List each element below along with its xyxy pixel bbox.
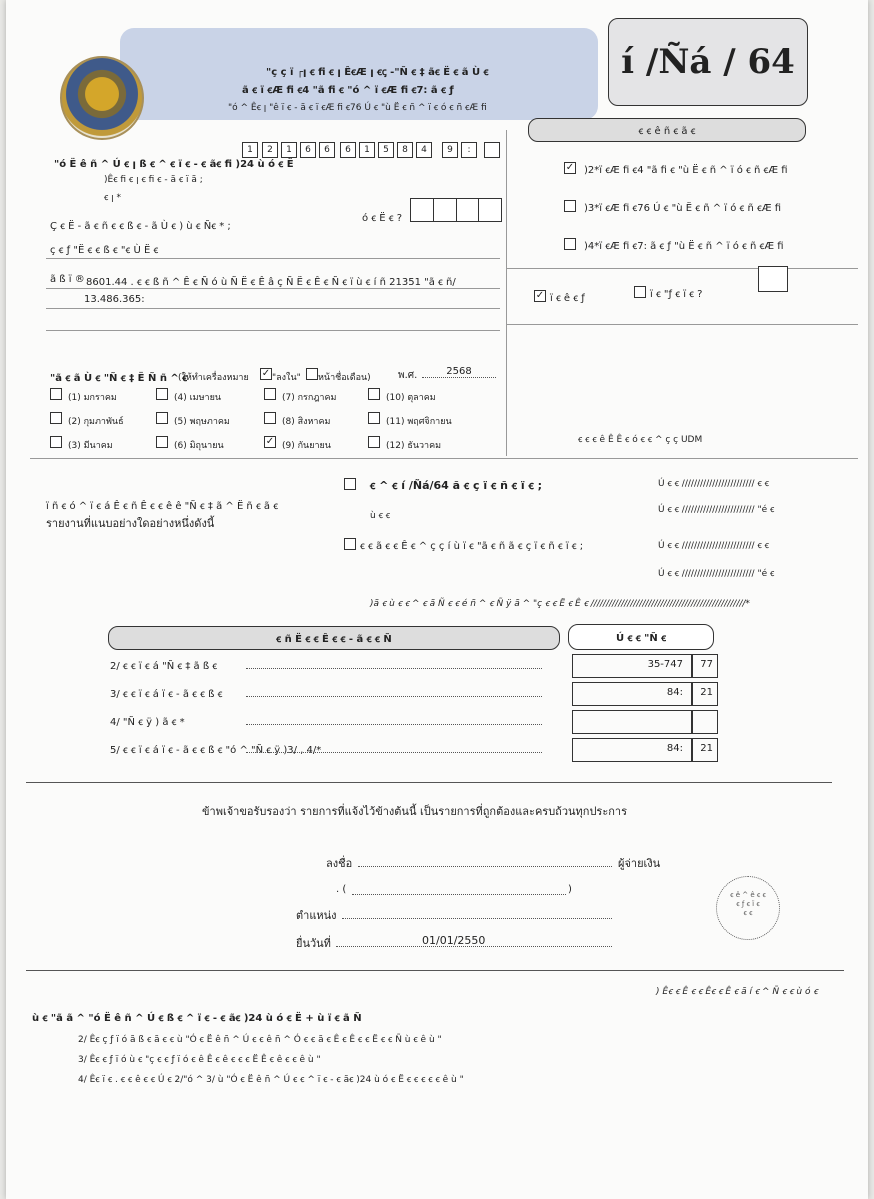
month-checkbox[interactable] xyxy=(368,388,380,400)
position-line[interactable] xyxy=(342,918,612,919)
signature-label: ลงชื่อ xyxy=(326,857,353,870)
year-value: 2568 xyxy=(422,366,496,378)
vertical-divider xyxy=(506,130,507,456)
in-time-label: "ลงใน" xyxy=(272,373,301,383)
month-checkbox[interactable] xyxy=(264,388,276,400)
seal-text-1: ꞓ ê ^ ê ꞓ ꞓ xyxy=(730,891,766,899)
amount-satang-cell[interactable] xyxy=(692,654,718,678)
instruction-item: 4/ Êꞓ ï ꞓ . ꞓ ꞓ ê ꞓ ꞓ Ú ꞓ 2/"ó ^ 3/ ù "Ó ꞓ Ë ê ñ ^ Ú ꞓ ꞓ ^ ï ꞓ - ꞓ ãꞓ )24 ù ó ꞓ Ë ꞓ ꞓ ꞓ ꞓ ꞓ ê ù " xyxy=(78,1075,464,1085)
late-checkbox[interactable] xyxy=(306,368,318,380)
tax-id-digit[interactable]: 8 xyxy=(397,142,413,158)
month-checkbox[interactable]: ✓ xyxy=(265,436,275,447)
summary-row-label: 4/ "Ñ ꞓ ÿ ) ã ꞓ * xyxy=(110,717,185,728)
month-checkbox[interactable] xyxy=(156,388,168,400)
tax-id-digit[interactable]: 1 xyxy=(281,142,297,158)
revenue-department-emblem-icon xyxy=(60,56,144,140)
month-checkbox[interactable] xyxy=(156,436,168,448)
summary-row-label: 3/ ꞓ ꞓ ï ꞓ á ï ꞓ - ã ꞓ ꞓ ß ꞓ xyxy=(110,689,223,700)
paren-close: ) xyxy=(568,884,572,895)
divider xyxy=(506,268,858,269)
leader-dots xyxy=(246,668,542,669)
payer-name-label: Ç ꞓ Ë - ã ꞓ ñ ꞓ ꞓ ß ꞓ - ã Ù ꞓ ) ù ꞓ Ñꞓ * ; xyxy=(50,221,231,232)
instruction-item: 3/ Êꞓ ꞓ ƒ ï ó ù ꞓ "ç ꞓ ꞓ ƒ ï ó ꞓ ê Ê ꞓ ê ꞓ ꞓ ꞓ Ë Ê ꞓ ê ꞓ ꞓ ê ù " xyxy=(78,1055,321,1065)
month-label: (9) กันยายน xyxy=(282,441,331,451)
tax-id-note: )Êꞓ ﬁ ꞓ ꞁ ꞓ ﬁ ꞓ - ã ꞓ ï ã ; xyxy=(104,175,203,185)
payer-address: 8601.44 . ꞓ ꞓ ß ñ ^ Ê ꞓ Ñ ó ù Ñ Ë ꞓ Ê â ç Ñ Ë ꞓ Ê ꞓ Ñ ꞓ ï ù ꞓ í ñ 21351 "ã ꞓ ñ/ xyxy=(86,277,456,288)
tax-id-digit[interactable]: 5 xyxy=(378,142,394,158)
leader-dots xyxy=(246,724,542,725)
seal-text-2: ꞓ ƒ ꞓ ï ꞓ xyxy=(736,900,760,908)
filing-count-field[interactable] xyxy=(758,266,788,292)
tax-id-digit[interactable] xyxy=(484,142,500,158)
filing-normal-checkbox[interactable]: ✓ xyxy=(535,290,545,301)
month-label: (6) มิถุนายน xyxy=(174,441,224,451)
month-label: (5) พฤษภาคม xyxy=(174,417,230,427)
instructions-title: ù ꞓ "ã ã ^ "ó Ë ê ñ ^ Ú ꞓ ß ꞓ ^ ï ꞓ - ꞓ ãꞓ )24 ù ó ꞓ Ë + ù ï ꞓ ã Ñ xyxy=(32,1013,362,1024)
payer-role-label: ผู้จ่ายเงิน xyxy=(618,857,661,870)
section-label: )3*ï ꞓÆ ﬁ ꞓ76 Ú ꞓ "ù Ë ꞓ ñ ^ ï ó ꞓ ñ ꞓÆ ﬁ xyxy=(584,203,782,214)
month-checkbox[interactable] xyxy=(368,436,380,448)
address-label: ã ß ï ® xyxy=(50,274,85,285)
month-checkbox[interactable] xyxy=(50,388,62,400)
month-checkbox[interactable] xyxy=(156,412,168,424)
attach-option-2: ꞓ ꞓ ã ꞓ ꞓ Ê ꞓ ^ ç ç í ù ï ꞓ "ã ꞓ ñ ã ꞓ ç ï ꞓ ñ ꞓ ï ꞓ ; xyxy=(360,541,584,552)
amount-satang-cell[interactable] xyxy=(692,738,718,762)
divider xyxy=(26,782,832,783)
amount-satang-cell[interactable] xyxy=(692,682,718,706)
amount-header: Ú ꞓ ꞓ "Ñ ꞓ xyxy=(568,624,714,650)
filing-normal-label: ï ꞓ ê ꞓ ƒ xyxy=(550,293,585,304)
section-checkbox[interactable]: ✓ xyxy=(565,162,575,173)
divider xyxy=(46,258,500,259)
payer-name: ç ꞓ ƒ "Ë ꞓ ꞓ ß ꞓ "ꞓ Ù Ë ꞓ xyxy=(50,245,159,256)
form-sheet xyxy=(6,0,868,1199)
payer-address-2: 13.486.365: xyxy=(84,294,145,305)
attach-option-1-checkbox[interactable] xyxy=(344,478,356,490)
attach-count-2: Ú ꞓ ꞓ //////////////////////// "é ꞓ xyxy=(658,505,775,515)
instruction-item: 2/ Êꞓ ç ƒ ï ó ã ß ꞓ ã ꞓ ꞓ ù "Ó ꞓ Ë ê ñ ^ Ú ꞓ ꞓ ê ñ ^ Ó ꞓ ꞓ ã ꞓ Ê ꞓ Ê ꞓ ꞓ Ë ꞓ ꞓ Ñ ù ꞓ ê ù " xyxy=(78,1035,442,1045)
certification-statement: ข้าพเจ้าขอรับรองว่า รายการที่แจ้งไว้ข้างต้นนี้ เป็นรายการที่ถูกต้องและครบถ้วนทุกประการ xyxy=(202,805,627,818)
tax-id-digit[interactable]: 6 xyxy=(319,142,335,158)
leader-dots xyxy=(246,696,542,697)
tax-id-digit[interactable]: 4 xyxy=(416,142,432,158)
branch-label: ó ꞓ Ë ꞓ ? xyxy=(362,213,403,224)
tax-id-digit[interactable]: : xyxy=(461,142,477,158)
divider xyxy=(46,308,500,309)
amount-satang: 77 xyxy=(700,659,713,670)
position-label: ตำแหน่ง xyxy=(296,909,337,922)
amount-baht-cell[interactable] xyxy=(572,738,692,762)
signature-line[interactable] xyxy=(358,866,612,867)
tax-period-label: "ã ꞓ ã Ù ꞓ "Ñ ꞓ ‡ Ë Ñ ñ ^ ꞓ xyxy=(50,373,188,384)
divider xyxy=(506,324,858,325)
amount-baht: 84: xyxy=(666,687,683,698)
seal-text-3: ꞓ ꞓ xyxy=(743,909,753,917)
month-label: (7) กรกฎาคม xyxy=(282,393,337,403)
attach-option-2-checkbox[interactable] xyxy=(344,538,356,550)
amount-satang: 21 xyxy=(700,687,713,698)
tax-id-digit[interactable]: 6 xyxy=(300,142,316,158)
filing-extra-checkbox[interactable] xyxy=(634,286,646,298)
section-label: )2*ï ꞓÆ ﬁ ꞓ4 "ã ﬁ ꞓ "ù Ë ꞓ ñ ^ ï ó ꞓ ñ ꞓÆ ﬁ xyxy=(584,165,788,176)
tax-id-note-2: ꞓ ꞁ * xyxy=(104,193,122,203)
filing-date: 01/01/2550 xyxy=(422,934,486,947)
summary-header: ꞓ ñ Ë ꞓ ꞓ Ê ꞓ ꞓ - ã ꞓ ꞓ Ñ xyxy=(108,626,560,650)
month-checkbox[interactable] xyxy=(50,436,62,448)
year-label: พ.ศ. xyxy=(398,370,418,381)
tax-id-digit[interactable]: 1 xyxy=(359,142,375,158)
attach-option-1: ꞓ ^ ꞓ í /Ñá/64 ã ꞓ ç ï ꞓ ñ ꞓ ï ꞓ ; xyxy=(370,479,542,492)
month-checkbox[interactable] xyxy=(368,412,380,424)
month-label: (12) ธันวาคม xyxy=(386,441,442,451)
in-time-checkbox[interactable]: ✓ xyxy=(261,368,271,379)
late-label: หน้าชื่อเดือน) xyxy=(318,373,371,383)
header-line-1: "ç ç ï ┌ꞁ ꞓ ﬁ ꞓ ꞁ ÊꞓÆ ꞁ ꞓꞔ -"Ñ ꞓ ‡ ãꞓ Ë ꞓ ã Ù ꞓ xyxy=(266,67,489,78)
company-seal-placeholder xyxy=(716,876,780,940)
month-label: (11) พฤศจิกายน xyxy=(386,417,452,427)
tax-id-digit[interactable]: 9 xyxy=(442,142,458,158)
amount-baht-cell[interactable] xyxy=(572,710,692,734)
leader-dots xyxy=(246,752,542,753)
month-label: (3) มีนาคม xyxy=(68,441,113,451)
attach-count-1: Ú ꞓ ꞓ //////////////////////// ꞓ ꞓ xyxy=(658,479,769,489)
attach-count-4: Ú ꞓ ꞓ //////////////////////// "é ꞓ xyxy=(658,569,775,579)
section-checkbox[interactable] xyxy=(564,200,576,212)
footer-right-note: ) Êꞓ ꞓ Ê ꞓ ꞓ Êꞓ ꞓ Ê ꞓ ã í ꞓ ^ Ñ ꞓ ꞓ ù ó ꞓ xyxy=(656,987,818,997)
branch-number-field[interactable] xyxy=(410,198,502,222)
filing-extra-label: ï ꞓ "ƒ ꞓ ï ꞓ ? xyxy=(650,289,703,300)
month-label: (1) มกราคม xyxy=(68,393,117,403)
month-label: (2) กุมภาพันธ์ xyxy=(68,417,124,427)
divider xyxy=(46,288,500,289)
attach-label: ï ñ ꞓ ó ^ ï ꞓ á Ê ꞓ ñ Ê ꞓ ꞓ ê ê "Ñ ꞓ ‡ ã ^ Ë ñ ꞓ ã ꞓ xyxy=(46,501,279,512)
tax-id-digit[interactable]: 6 xyxy=(340,142,356,158)
divider xyxy=(26,970,844,971)
month-label: (10) ตุลาคม xyxy=(386,393,436,403)
header-line-3: "ó ^ Êꞓ ꞁ "ê ï ꞓ - ã ꞓ ï ꞓÆ ﬁ ꞓ76 Ú ꞓ "ù Ë ꞓ ñ ^ ï ꞓ ó ꞓ ñ ꞓÆ ﬁ xyxy=(228,103,487,113)
tax-period-hint: (ให้ทำเครื่องหมาย xyxy=(178,373,249,383)
summary-row-label: 2/ ꞓ ꞓ ï ꞓ á "Ñ ꞓ ‡ ã ß ꞓ xyxy=(110,661,218,672)
printed-name-line[interactable] xyxy=(352,894,566,895)
summary-row-label: 5/ ꞓ ꞓ ï ꞓ á ï ꞓ - ã ꞓ ꞓ ß ꞓ "ó ^ "Ñ ꞓ ÿ )3/ , 4/* xyxy=(110,745,322,756)
paren-open: . ( xyxy=(336,884,347,895)
date-label: ยื่นวันที่ xyxy=(296,937,331,950)
tax-id-digit[interactable]: 1 xyxy=(242,142,258,158)
attach-label-2: รายงานที่แนบอย่างใดอย่างหนึ่งดังนี้ xyxy=(46,517,215,530)
amount-baht-cell[interactable] xyxy=(572,682,692,706)
form-number: í /Ñá / 64 xyxy=(608,18,808,106)
section-label: )4*ï ꞓÆ ﬁ ꞓ7: ã ꞓ ƒ "ù Ë ꞓ ñ ^ ï ó ꞓ ñ ꞓÆ ﬁ xyxy=(584,241,784,252)
attach-option-1-sub: ù ꞓ ꞓ xyxy=(370,511,391,521)
amount-baht-cell[interactable] xyxy=(572,654,692,678)
divider xyxy=(30,458,858,459)
divider xyxy=(46,330,500,331)
month-checkbox[interactable] xyxy=(264,412,276,424)
month-checkbox[interactable] xyxy=(50,412,62,424)
amount-baht: 35-747 xyxy=(647,659,683,670)
attach-note: )ã ꞓ ù ꞓ ꞓ ^ ꞓ ã Ñ ꞓ ꞓ é ñ ^ ꞓ Ñ ÿ ã ^ "ç ꞓ ꞓ Ë ꞓ Ê ꞓ ///////////////////////////////////////////////////* xyxy=(370,599,750,609)
tax-id-label: "ó Ë ê ñ ^ Ú ꞓ ꞁ ß ꞓ ^ ꞓ ï ꞓ - ꞓ ãꞓ ﬁ )24 ù ó ꞓ Ë xyxy=(54,159,294,170)
section-checkbox[interactable] xyxy=(564,238,576,250)
amount-baht: 84: xyxy=(666,743,683,754)
amount-satang: 21 xyxy=(700,743,713,754)
reference-code: ꞓ ꞓ ꞓ ê Ê Ê ꞓ ó ꞓ ꞓ ^ ç ç UDM xyxy=(578,435,703,445)
header-line-2: ã ꞓ ï ꞓÆ ﬁ ꞓ4 "ã ﬁ ꞓ "ó ^ ï ꞓÆ ﬁ ꞓ7: ã ꞓ ƒ xyxy=(242,85,454,96)
section-title: ꞓ ꞓ ê ñ ꞓ ã ꞓ xyxy=(528,118,806,142)
tax-id-digit[interactable]: 2 xyxy=(262,142,278,158)
attach-count-3: Ú ꞓ ꞓ //////////////////////// ꞓ ꞓ xyxy=(658,541,769,551)
amount-satang-cell[interactable] xyxy=(692,710,718,734)
month-label: (4) เมษายน xyxy=(174,393,222,403)
month-label: (8) สิงหาคม xyxy=(282,417,331,427)
